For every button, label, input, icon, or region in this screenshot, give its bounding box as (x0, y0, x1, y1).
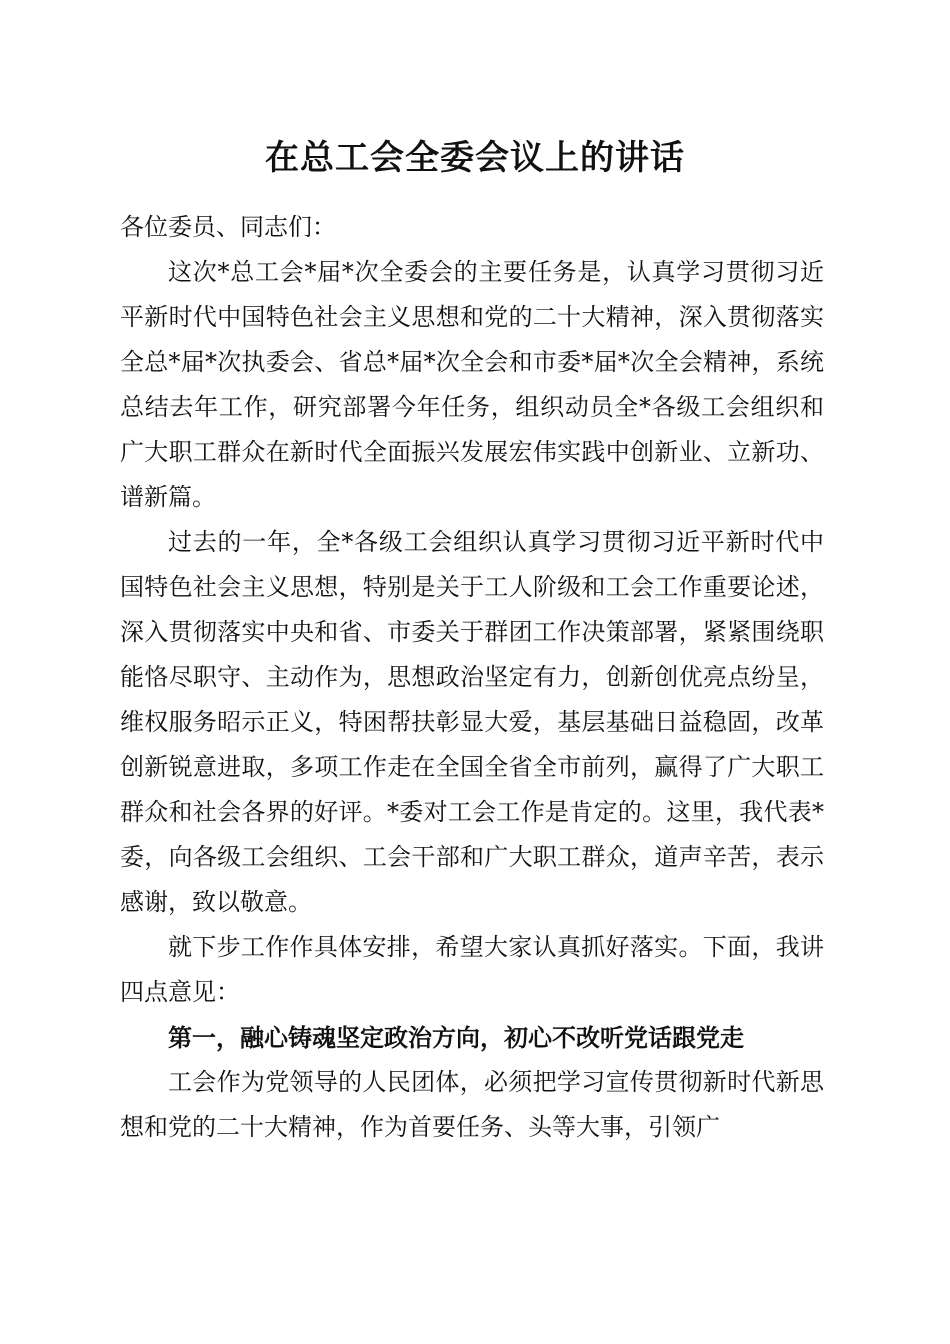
paragraph-task: 这次*总工会*届*次全委会的主要任务是，认真学习贯彻习近平新时代中国特色社会主义思想和党的二十大精神，深入贯彻落实全总*届*次执委会、省总*届*次全会和市委*届*次全会精神，系统总结去年工作，研究部署今年任务，组织动员全*各级工会组织和广大职工群众在新时代全面振兴发展宏伟实践中创新业、立新功、谱新篇。 (120, 258, 824, 511)
paragraph-transition: 就下步工作作具体安排，希望大家认真抓好落实。下面，我讲四点意见： (120, 933, 824, 1006)
section-paragraph: 工会作为党领导的人民团体，必须把学习宣传贯彻新时代新思想和党的二十大精神，作为首要任务、头等大事，引领广 (120, 1068, 824, 1141)
document-title: 在总工会全委会议上的讲话 (265, 138, 685, 178)
document-body (120, 205, 824, 1150)
paragraph-review: 过去的一年，全*各级工会组织认真学习贯彻习近平新时代中国特色社会主义思想，特别是关于工人阶级和工会工作重要论述，深入贯彻落实中央和省、市委关于群团工作决策部署，紧紧围绕职能恪尽职守、主动作为，思想政治坚定有力，创新创优亮点纷呈，维权服务昭示正义，特困帮扶彰显大爱，基层基础日益稳固，改革创新锐意进取，多项工作走在全国全省全市前列，赢得了广大职工群众和社会各界的好评。*委对工会工作是肯定的。这里，我代表*委，向各级工会组织、工会干部和广大职工群众，道声辛苦，表示感谢，致以敬意。 (120, 528, 824, 916)
section-heading: 第一，融心铸魂坚定政治方向，初心不改听党话跟党走 (168, 1023, 744, 1052)
salutation: 各位委员、同志们： (120, 213, 336, 241)
